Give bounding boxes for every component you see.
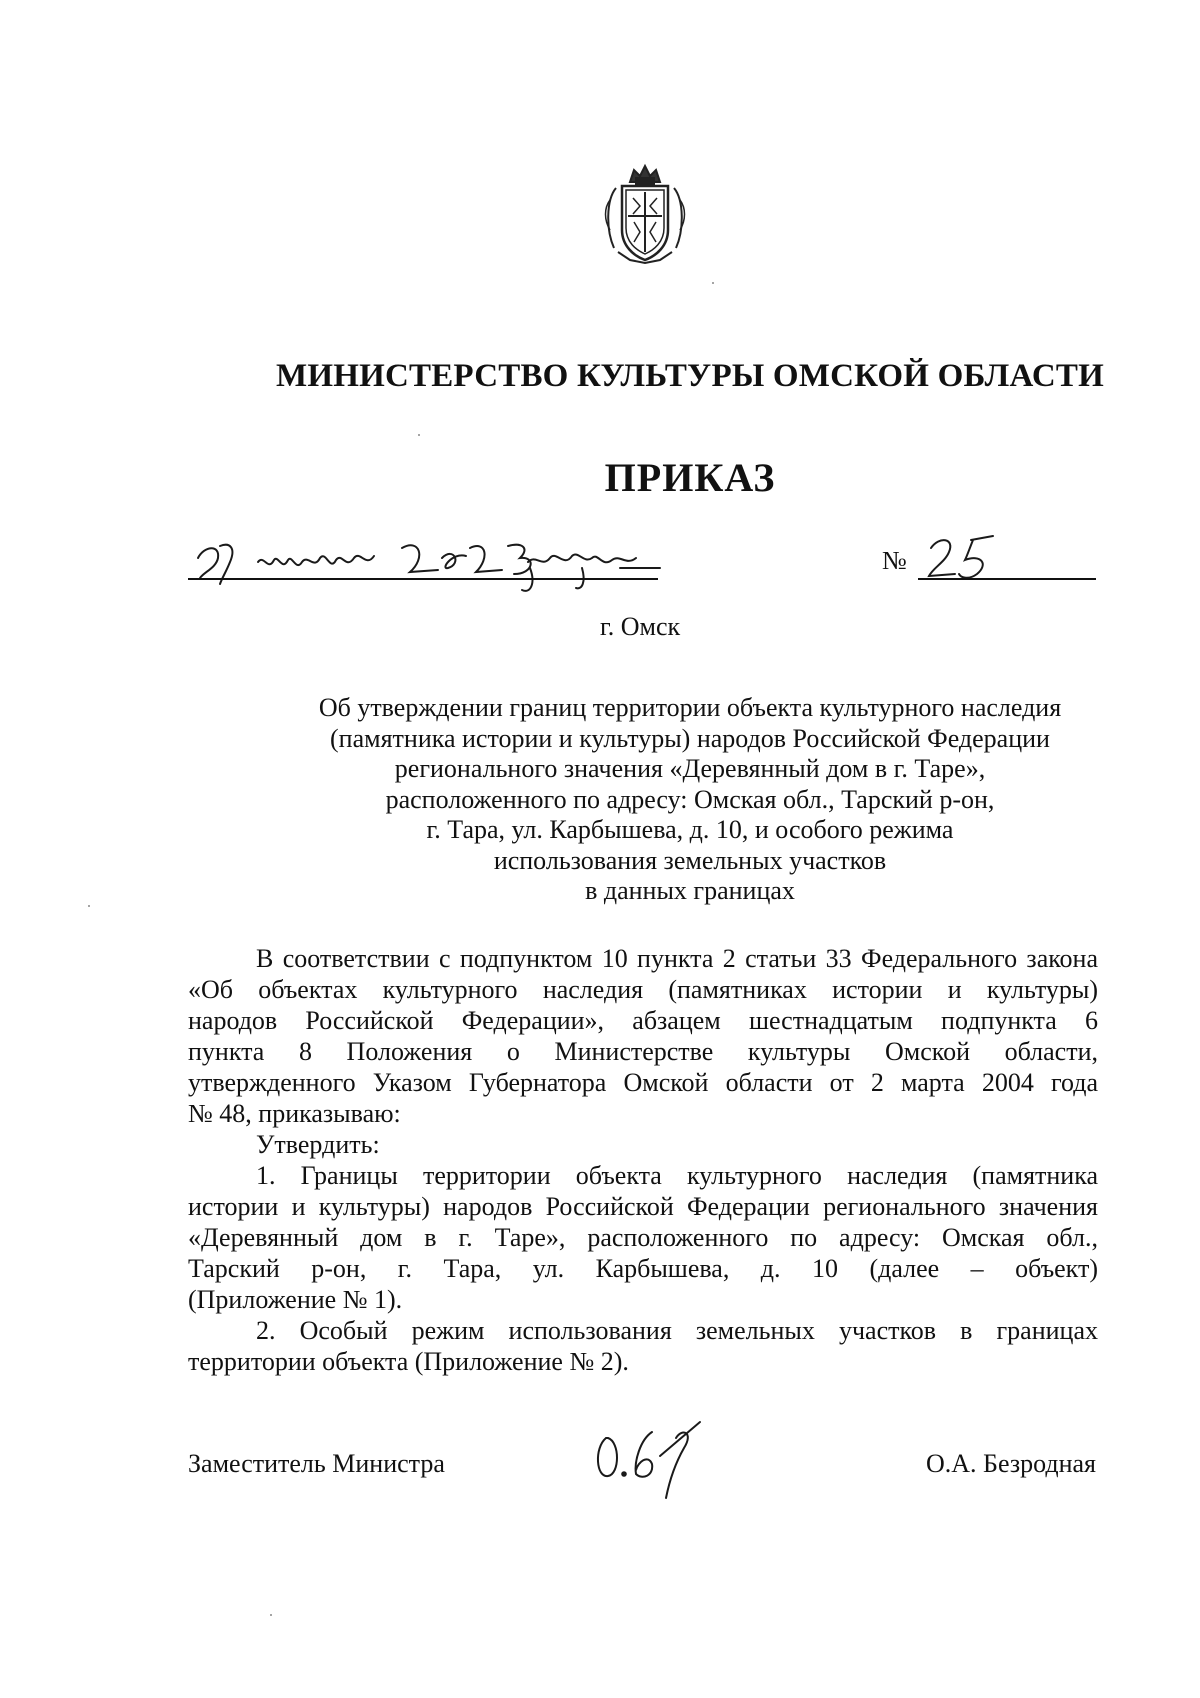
coat-of-arms-icon <box>600 160 690 265</box>
scan-speck <box>712 282 714 284</box>
subject-line: Об утверждении границ территории объекта культурного наследия <box>318 693 1062 722</box>
body-line: народов Российской Федерации», абзацем шестнадцатым подпункта 6 <box>188 1006 1098 1035</box>
subject-line: использования земельных участков <box>493 845 887 875</box>
scan-speck <box>270 1614 272 1616</box>
document-type-title: ПРИКАЗ <box>604 455 776 500</box>
number-label: № <box>882 546 907 575</box>
body-line: (Приложение № 1). <box>188 1285 403 1314</box>
number-underline <box>918 578 1096 580</box>
handwritten-signature <box>590 1418 710 1503</box>
body-line: В соответствии с подпунктом 10 пункта 2 статьи 33 Федерального закона <box>256 944 1098 973</box>
signatory-title: Заместитель Министра <box>188 1449 445 1478</box>
date-underline <box>188 578 658 580</box>
subject-line: г. Тара, ул. Карбышева, д. 10, и особого режима <box>426 815 954 844</box>
subject-line: в данных границах <box>585 876 795 905</box>
body-line: 1. Границы территории объекта культурного наследия (памятника <box>256 1161 1098 1190</box>
body-line: территории объекта (Приложение № 2). <box>188 1347 629 1376</box>
scan-speck <box>418 434 420 436</box>
city-line: г. Омск <box>600 612 681 641</box>
subject-line: регионального значения «Деревянный дом в г. Таре», <box>394 754 986 783</box>
body-line: «Об объектах культурного наследия (памятниках истории и культуры) <box>188 975 1098 1004</box>
signatory-name: О.А. Безродная <box>925 1449 1096 1478</box>
handwritten-number <box>925 530 1005 590</box>
body-line: № 48, приказываю: <box>188 1099 401 1128</box>
body-line: истории и культуры) народов Российской Федерации регионального значения <box>188 1192 1098 1221</box>
scan-speck <box>88 905 90 907</box>
handwritten-date <box>190 528 670 598</box>
body-line: «Деревянный дом в г. Таре», расположенного по адресу: Омская обл., <box>188 1223 1098 1252</box>
subject-line: расположенного по адресу: Омская обл., Тарский р-он, <box>385 784 995 814</box>
body-line: Утвердить: <box>256 1130 380 1159</box>
order-subject <box>190 693 1190 907</box>
order-body <box>188 943 1098 1377</box>
body-line: пункта 8 Положения о Министерстве культуры Омской области, <box>188 1037 1098 1066</box>
subject-line: (памятника истории и культуры) народов Российской Федерации <box>330 723 1050 753</box>
body-line: 2. Особый режим использования земельных участков в границах <box>256 1316 1098 1345</box>
body-line: Тарский р-он, г. Тара, ул. Карбышева, д. 10 (далее – объект) <box>188 1254 1098 1283</box>
ministry-name: МИНИСТЕРСТВО КУЛЬТУРЫ ОМСКОЙ ОБЛАСТИ <box>276 358 1104 394</box>
body-line: утвержденного Указом Губернатора Омской области от 2 марта 2004 года <box>188 1068 1098 1097</box>
